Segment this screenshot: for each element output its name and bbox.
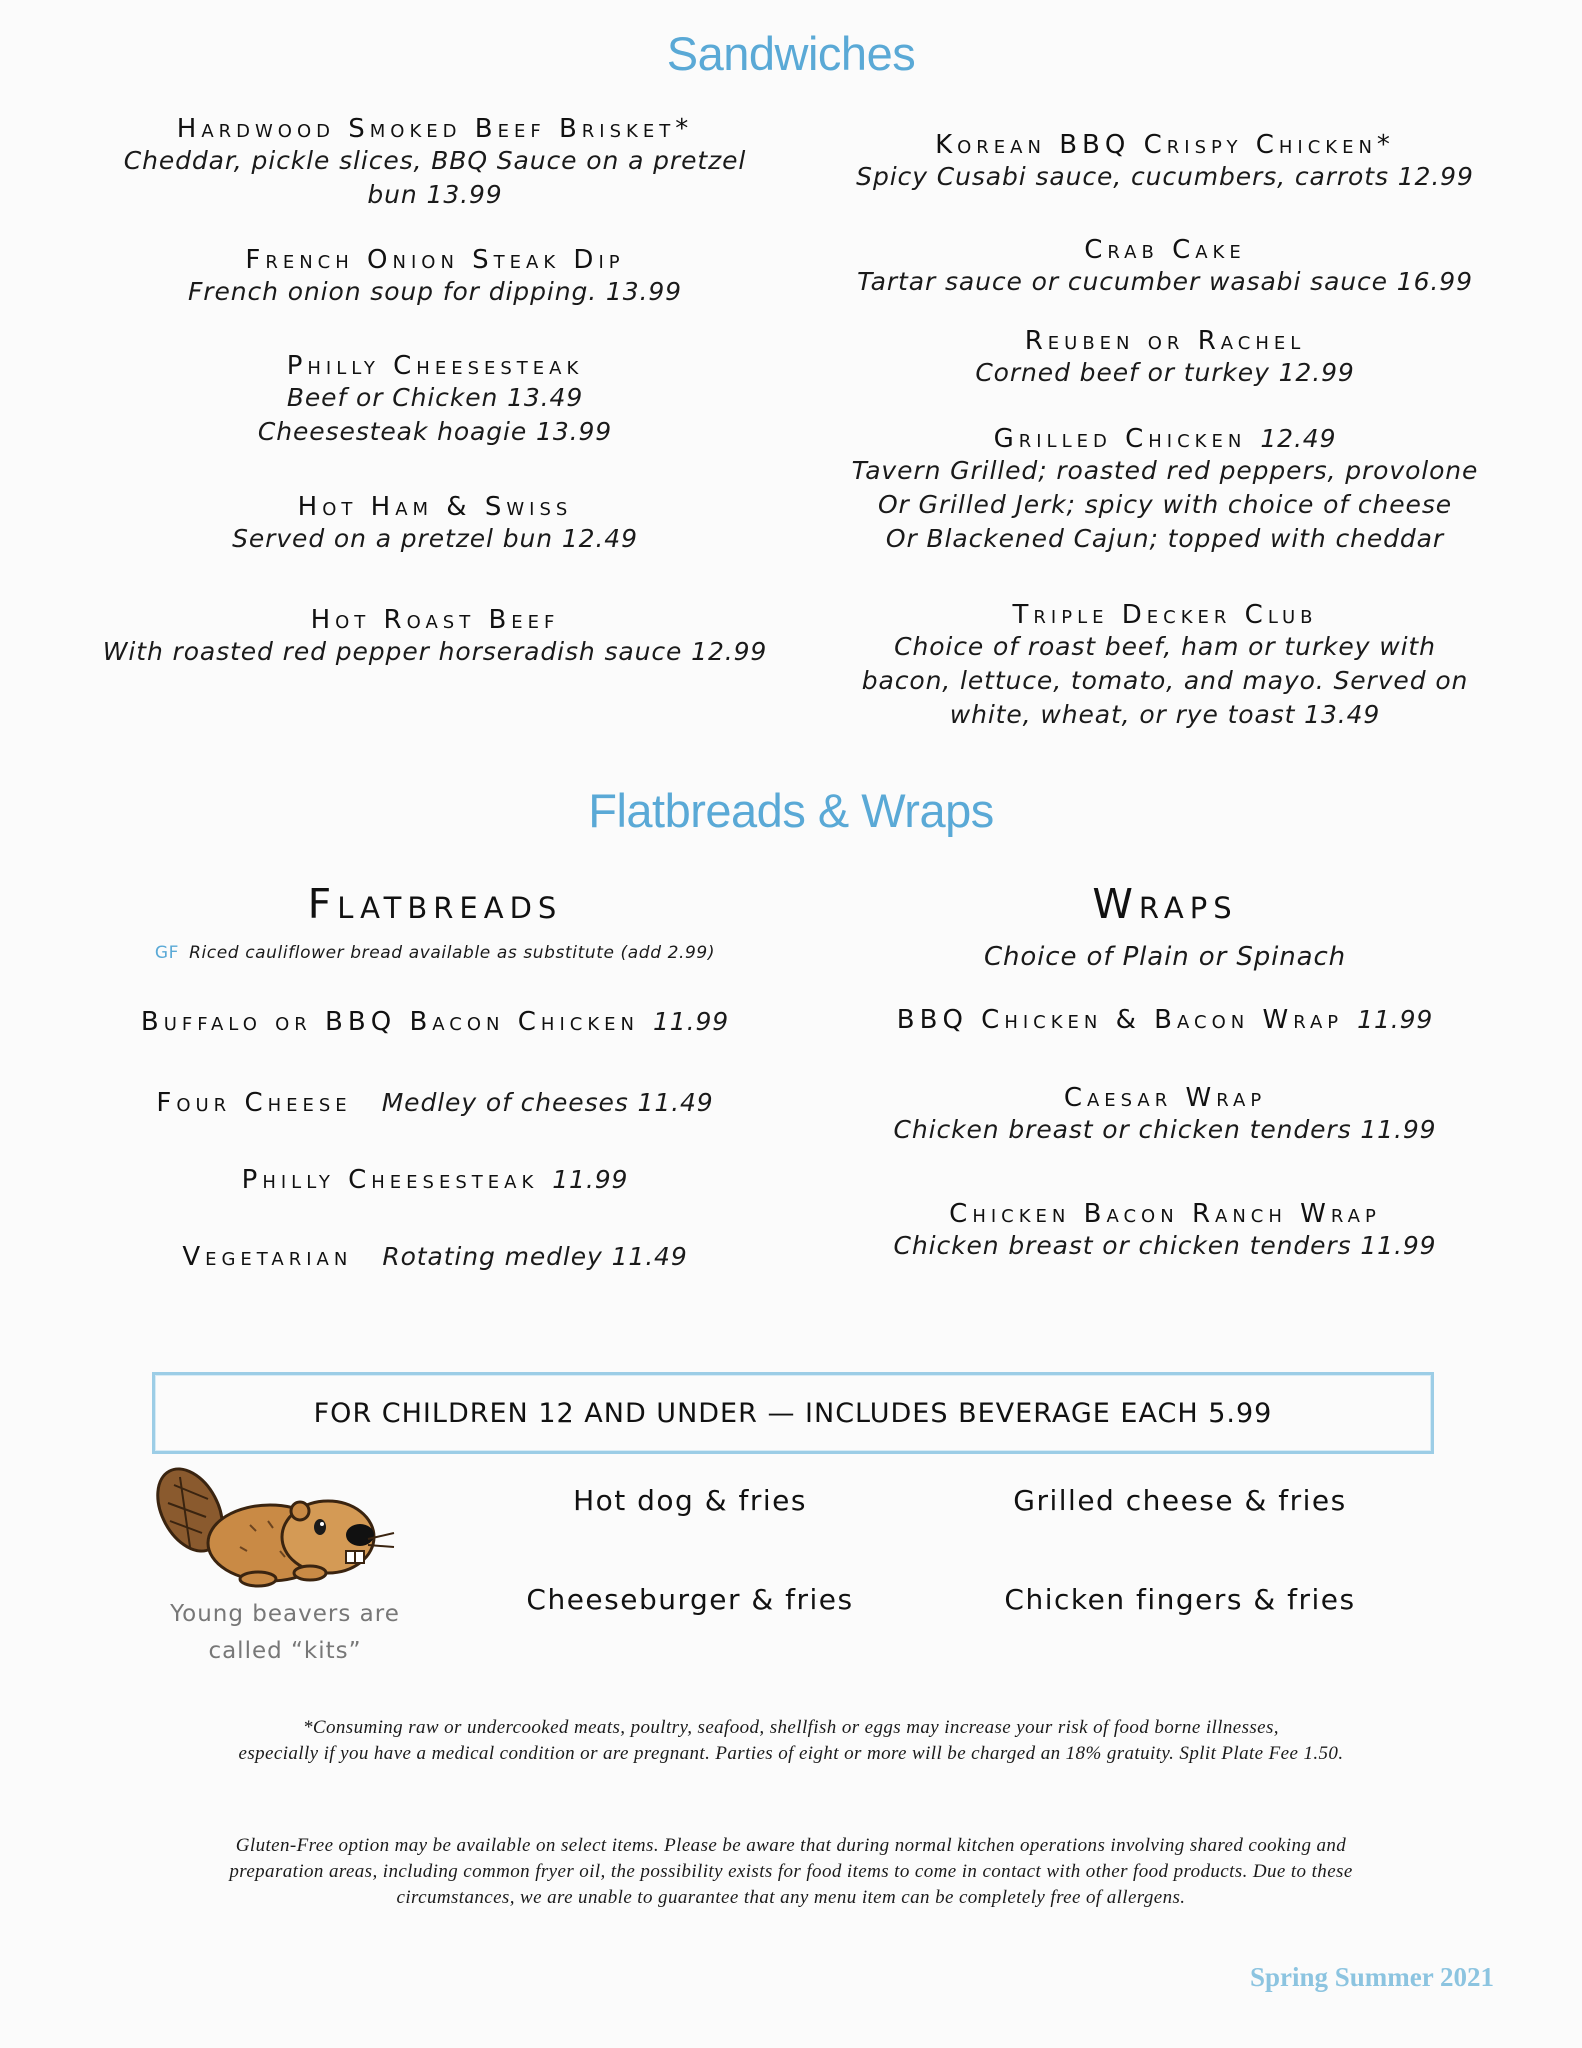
item-desc: Tartar sauce or cucumber wasabi sauce 16.99 xyxy=(857,267,1473,296)
kids-banner-text: FOR CHILDREN 12 AND UNDER — INCLUDES BEVERAGE EACH 5.99 xyxy=(313,1397,1273,1429)
item-name: Chicken Bacon Ranch Wrap xyxy=(949,1199,1381,1229)
menu-item xyxy=(70,1088,800,1118)
item-desc: Choice of roast beef, ham or turkey with xyxy=(894,632,1436,661)
item-price: 12.49 xyxy=(1260,424,1337,453)
item-desc: Cheddar, pickle slices, BBQ Sauce on a pretzel xyxy=(123,146,747,175)
item-desc: Tavern Grilled; roasted red peppers, provolone xyxy=(851,456,1479,485)
menu-item xyxy=(790,130,1540,194)
disclaimer-line: Gluten-Free option may be available on select items. Please be aware that during normal kitchen operations involving shared cooking and xyxy=(235,1835,1347,1856)
item-name: French Onion Steak Dip xyxy=(245,245,625,275)
item-name: Four Cheese xyxy=(156,1088,352,1118)
item-price: 11.99 xyxy=(552,1165,629,1194)
item-name: Hardwood Smoked Beef Brisket* xyxy=(176,114,694,144)
item-desc: Chicken breast or chicken tenders 11.99 xyxy=(893,1231,1437,1260)
item-name: Crab Cake xyxy=(1084,235,1246,265)
item-name: Hot Ham & Swiss xyxy=(297,492,573,522)
kids-item: Hot dog & fries xyxy=(573,1484,807,1517)
kids-item: Chicken fingers & fries xyxy=(1004,1583,1356,1616)
sandwiches-title: Sandwiches xyxy=(666,27,916,80)
menu-item xyxy=(70,114,800,212)
item-price: 11.99 xyxy=(652,1007,730,1036)
item-price: 11.99 xyxy=(1357,1005,1434,1034)
item-desc: Served on a pretzel bun 12.49 xyxy=(232,524,638,553)
flatbreads-wraps-title: Flatbreads & Wraps xyxy=(588,784,994,837)
menu-item xyxy=(70,605,800,669)
wraps-subheading: Choice of Plain or Spinach xyxy=(983,942,1347,972)
item-name: BBQ Chicken & Bacon Wrap xyxy=(896,1005,1344,1035)
menu-item xyxy=(790,235,1540,299)
menu-item xyxy=(70,1165,800,1195)
item-desc: With roasted red pepper horseradish sauce 12.99 xyxy=(102,637,768,666)
item-desc: Medley of cheeses 11.49 xyxy=(381,1088,714,1117)
menu-item xyxy=(70,245,800,309)
gf-tag: GF xyxy=(154,943,180,963)
raw-food-disclaimer xyxy=(100,1715,1482,1767)
beaver-icon xyxy=(150,1455,400,1590)
gf-note xyxy=(70,943,800,963)
item-desc: Or Grilled Jerk; spicy with choice of cheese xyxy=(877,490,1453,519)
item-desc: Corned beef or turkey 12.99 xyxy=(975,358,1355,387)
menu-item xyxy=(70,351,800,449)
menu-item xyxy=(790,600,1540,732)
menu-item xyxy=(790,424,1540,556)
item-desc: bacon, lettuce, tomato, and mayo. Served on xyxy=(861,666,1469,695)
menu-item xyxy=(70,492,800,556)
disclaimer-line: *Consuming raw or undercooked meats, poultry, seafood, shellfish or eggs may increase your risk of food borne illnesses, xyxy=(303,1717,1279,1738)
item-desc: French onion soup for dipping. 13.99 xyxy=(188,277,682,306)
disclaimer-line: especially if you have a medical condition or are pregnant. Parties of eight or more will be charged an 18% gratuity. Split Plate Fee 1.50. xyxy=(238,1743,1344,1764)
item-name: Hot Roast Beef xyxy=(310,605,560,635)
menu-item xyxy=(70,1242,800,1272)
menu-item xyxy=(70,1007,800,1037)
kids-item: Cheeseburger & fries xyxy=(526,1583,854,1616)
item-name: Korean BBQ Crispy Chicken* xyxy=(935,130,1395,160)
item-desc: Rotating medley 11.49 xyxy=(382,1242,688,1271)
item-desc: white, wheat, or rye toast 13.49 xyxy=(949,700,1381,729)
menu-item xyxy=(790,1083,1540,1147)
menu-item xyxy=(790,1199,1540,1263)
item-name: Vegetarian xyxy=(182,1242,353,1272)
item-desc: Spicy Cusabi sauce, cucumbers, carrots 12.99 xyxy=(856,162,1474,191)
gf-note-text: Riced cauliflower bread available as substitute (add 2.99) xyxy=(189,943,716,963)
season-label: Spring Summer 2021 xyxy=(1249,1962,1494,1992)
flatbreads-heading: Flatbreads xyxy=(307,880,563,928)
gluten-free-disclaimer xyxy=(100,1833,1482,1911)
disclaimer-line: circumstances, we are unable to guarantee that any menu item can be completely free of allergens. xyxy=(396,1887,1186,1908)
item-desc: Chicken breast or chicken tenders 11.99 xyxy=(893,1115,1437,1144)
kids-banner xyxy=(152,1372,1434,1454)
item-name: Buffalo or BBQ Bacon Chicken xyxy=(140,1007,639,1037)
caption-line: called “kits” xyxy=(208,1638,362,1664)
kids-item: Grilled cheese & fries xyxy=(1013,1484,1347,1517)
item-name: Caesar Wrap xyxy=(1063,1083,1267,1113)
beaver-caption xyxy=(150,1596,420,1670)
item-heading xyxy=(790,424,1540,454)
item-name: Philly Cheesesteak xyxy=(241,1165,539,1195)
disclaimer-line: preparation areas, including common fryer oil, the possibility exists for food items to come in contact with other food products. Due to these xyxy=(229,1861,1353,1882)
item-name: Triple Decker Club xyxy=(1012,600,1318,630)
menu-item xyxy=(790,1005,1540,1035)
item-desc: Or Blackened Cajun; topped with cheddar xyxy=(885,524,1445,553)
item-desc: bun 13.99 xyxy=(367,180,503,209)
item-name: Philly Cheesesteak xyxy=(286,351,584,381)
caption-line: Young beavers are xyxy=(170,1601,400,1627)
item-name: Reuben or Rachel xyxy=(1024,326,1306,356)
wraps-heading: Wraps xyxy=(1092,880,1238,928)
item-desc: Beef or Chicken 13.49 xyxy=(286,383,584,412)
menu-item xyxy=(790,326,1540,390)
item-desc: Cheesesteak hoagie 13.99 xyxy=(257,417,613,446)
item-name: Grilled Chicken xyxy=(993,424,1247,454)
